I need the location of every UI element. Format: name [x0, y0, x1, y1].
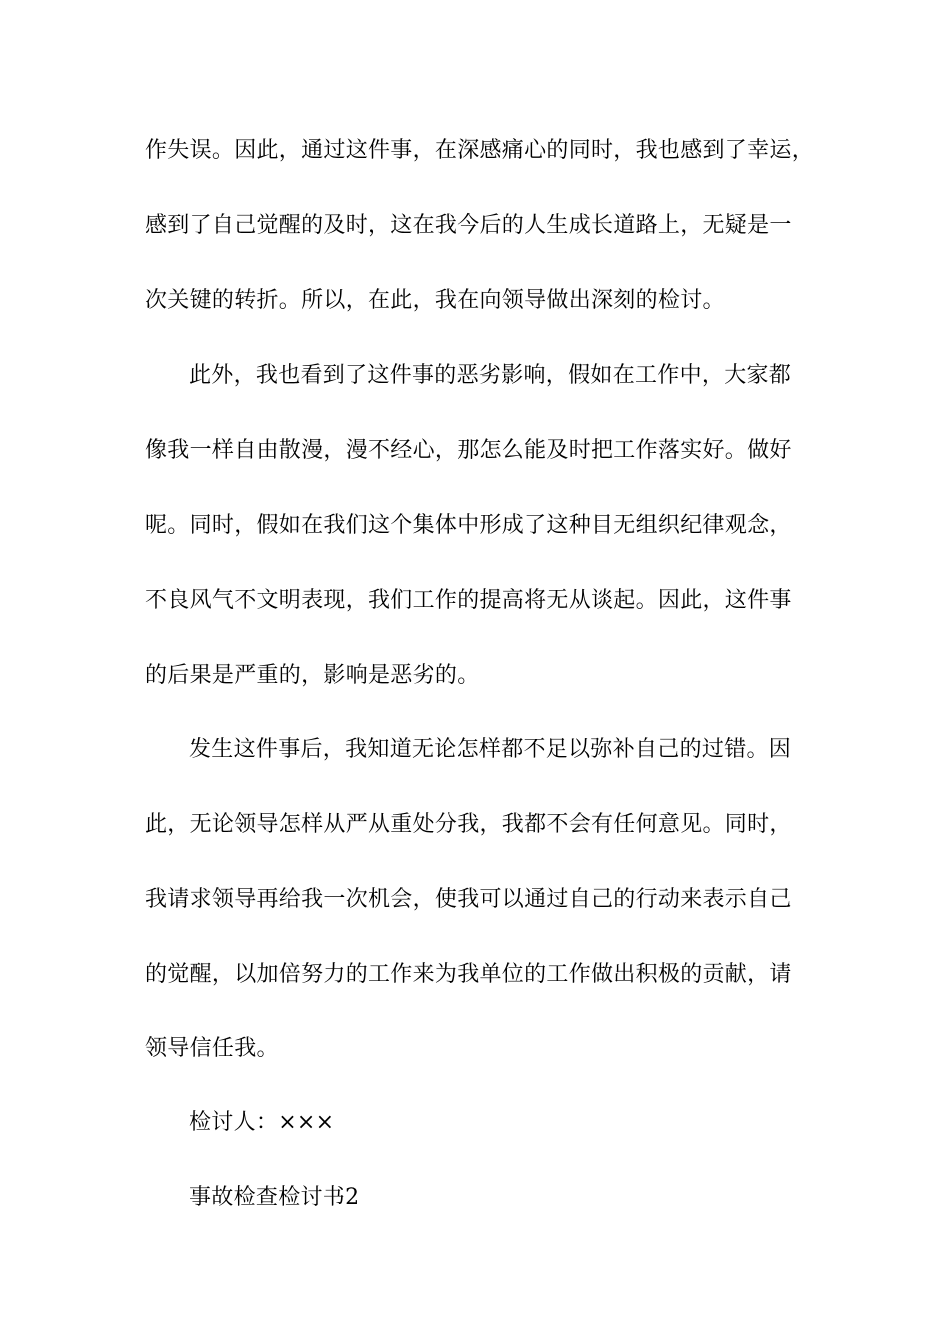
signature-line: 检讨人：×××: [189, 1110, 335, 1135]
text-line: 呢。同时，假如在我们这个集体中形成了这种目无组织纪律观念，: [145, 513, 792, 538]
text-line: 不良风气不文明表现，我们工作的提高将无从谈起。因此，这件事: [145, 588, 792, 613]
paragraph-first-line: 此外，我也看到了这件事的恶劣影响，假如在工作中，大家都: [189, 363, 792, 388]
text-line: 的后果是严重的，影响是恶劣的。: [145, 663, 480, 688]
section-title: 事故检查检讨书2: [189, 1185, 360, 1210]
text-line: 我请求领导再给我一次机会，使我可以通过自己的行动来表示自己: [145, 887, 792, 912]
text-line: 感到了自己觉醒的及时，这在我今后的人生成长道路上，无疑是一: [145, 213, 792, 238]
text-line: 次关键的转折。所以，在此，我在向领导做出深刻的检讨。: [145, 288, 725, 313]
text-line: 的觉醒，以加倍努力的工作来为我单位的工作做出积极的贡献，请: [145, 962, 792, 987]
paragraph-first-line: 发生这件事后，我知道无论怎样都不足以弥补自己的过错。因: [189, 737, 792, 762]
text-line: 像我一样自由散漫，漫不经心，那怎么能及时把工作落实好。做好: [145, 438, 792, 463]
text-line: 作失误。因此，通过这件事，在深感痛心的同时，我也感到了幸运，: [145, 138, 815, 163]
text-line: 此，无论领导怎样从严从重处分我，我都不会有任何意见。同时，: [145, 812, 792, 837]
text-line: 领导信任我。: [145, 1036, 279, 1061]
